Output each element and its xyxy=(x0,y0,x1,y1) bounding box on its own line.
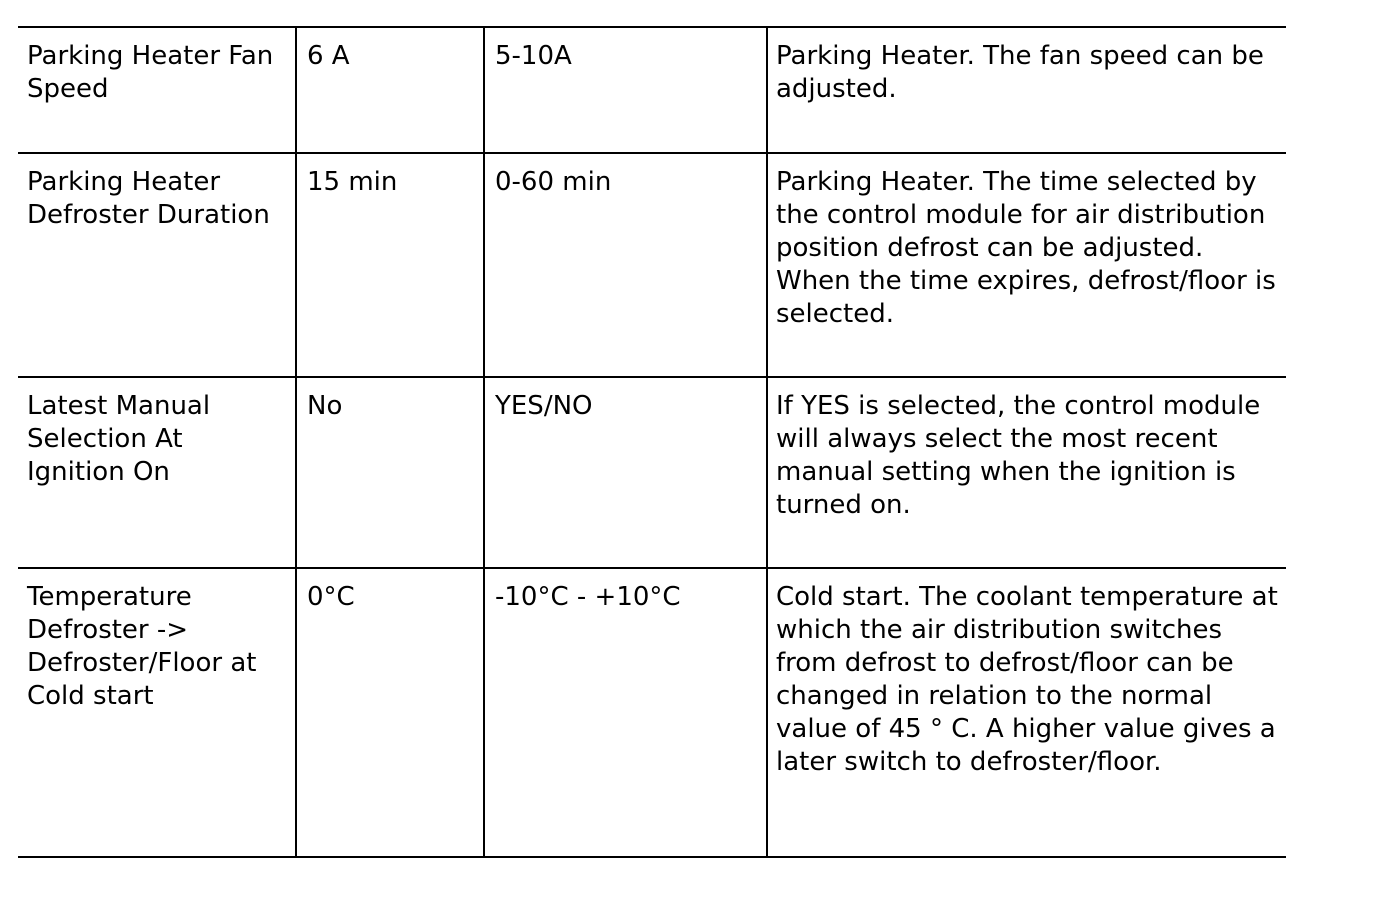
setting-name-cell: Temperature Defroster -> Defroster/Floor at Cold start xyxy=(18,568,296,857)
default-value-cell: 0°C xyxy=(296,568,484,857)
settings-table xyxy=(18,26,1286,858)
default-value-cell: 6 A xyxy=(296,27,484,153)
setting-name-cell: Parking Heater Defroster Duration xyxy=(18,153,296,377)
table-row xyxy=(18,568,1286,857)
default-value-cell: 15 min xyxy=(296,153,484,377)
default-value-cell: No xyxy=(296,377,484,568)
range-cell: 5-10A xyxy=(484,27,767,153)
table-row xyxy=(18,153,1286,377)
table-row xyxy=(18,27,1286,153)
description-cell: Parking Heater. The fan speed can be adjusted. xyxy=(767,27,1286,153)
description-cell: Cold start. The coolant temperature at which the air distribution switches from defrost to defrost/floor can be changed in relation to the normal value of 45 ° C. A higher value gives a later switch to defroster/floor. xyxy=(767,568,1286,857)
range-cell: 0-60 min xyxy=(484,153,767,377)
range-cell: -10°C - +10°C xyxy=(484,568,767,857)
description-cell: Parking Heater. The time selected by the control module for air distribution position defrost can be adjusted. When the time expires, defrost/floor is selected. xyxy=(767,153,1286,377)
setting-name-cell: Latest Manual Selection At Ignition On xyxy=(18,377,296,568)
setting-name-cell: Parking Heater Fan Speed xyxy=(18,27,296,153)
table-row xyxy=(18,377,1286,568)
description-cell: If YES is selected, the control module will always select the most recent manual setting when the ignition is turned on. xyxy=(767,377,1286,568)
range-cell: YES/NO xyxy=(484,377,767,568)
